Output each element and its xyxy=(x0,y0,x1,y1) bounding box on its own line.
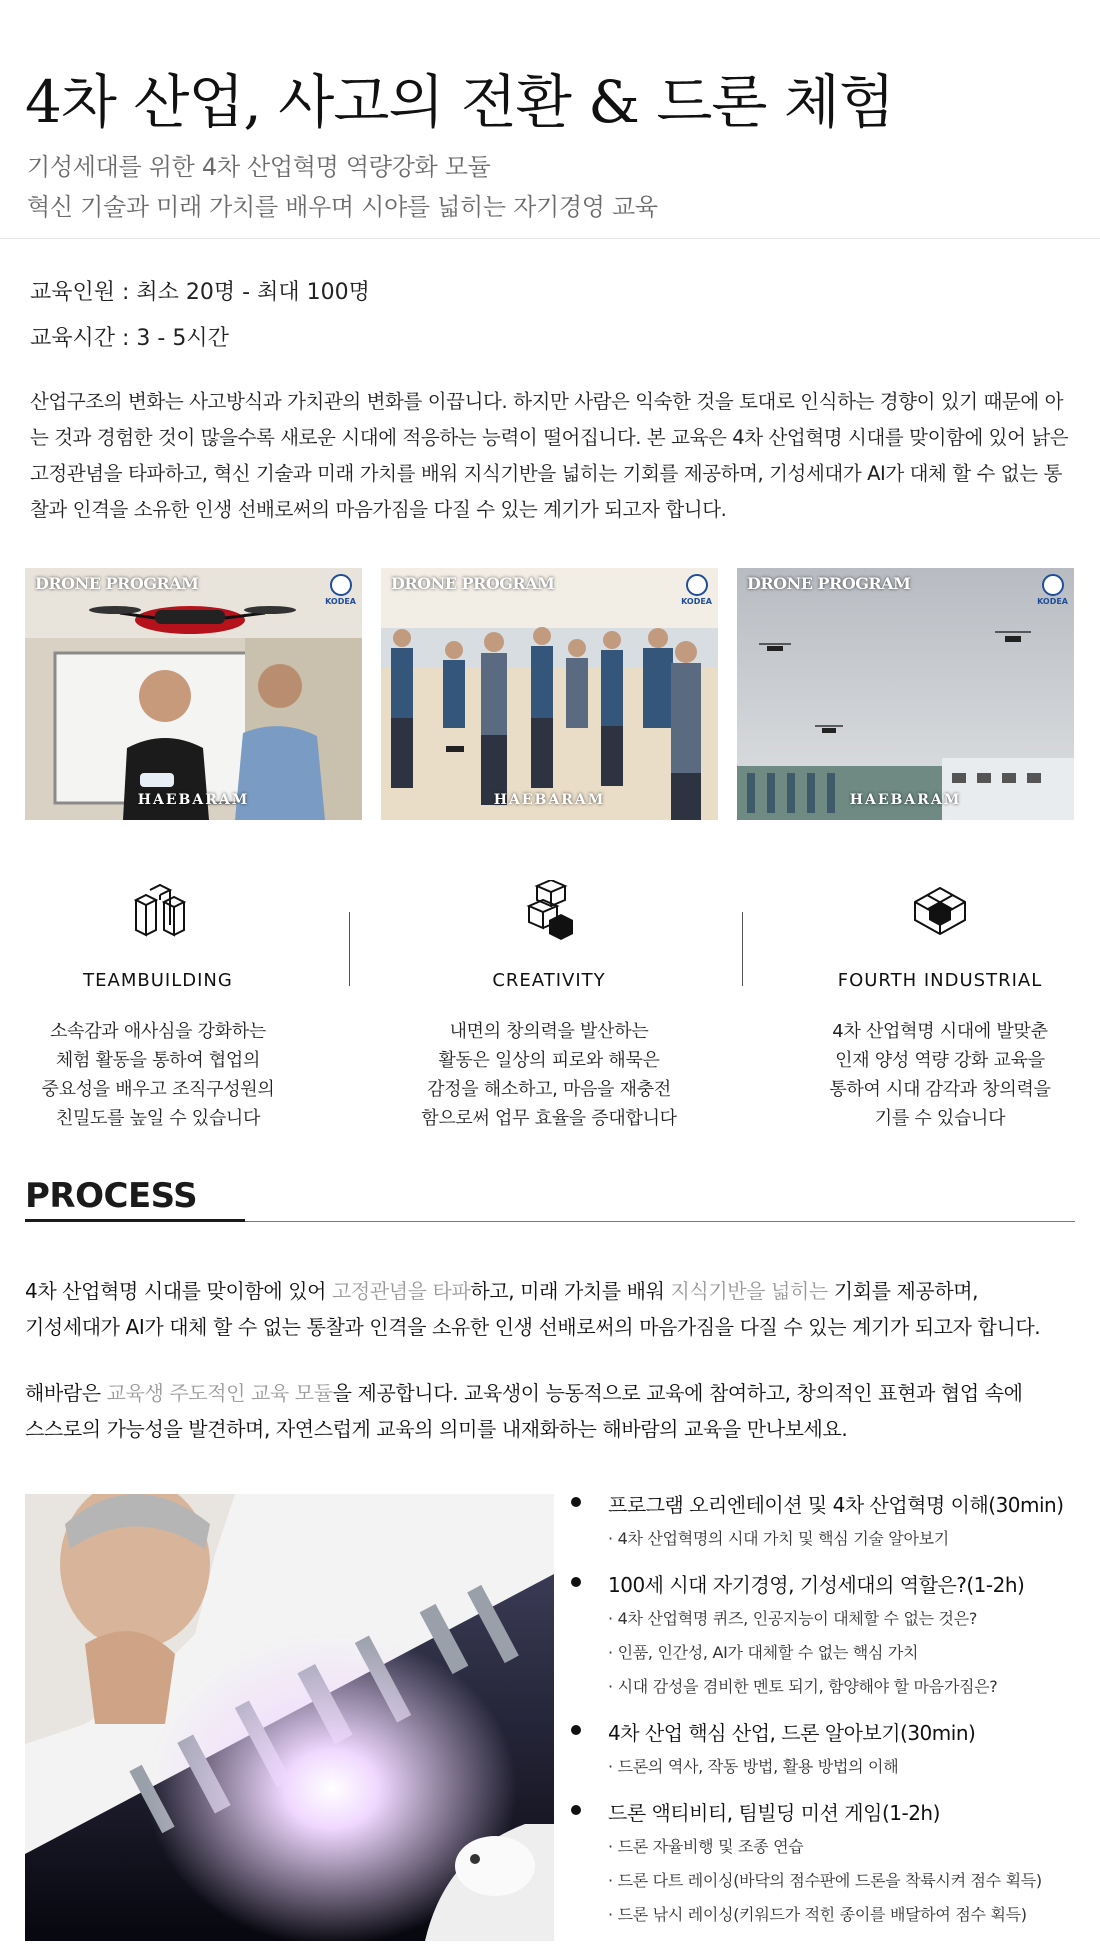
text-span: 해바람은 xyxy=(25,1381,107,1405)
photo-3-illustration xyxy=(737,568,1074,820)
photo-caption-top: DRONE PROGRAM xyxy=(35,574,199,593)
text-span: 하고, 미래 가치를 배워 xyxy=(470,1279,671,1303)
process-schedule xyxy=(568,1488,1100,1932)
paragraph-line: 기성세대가 AI가 대체 할 수 없는 통찰과 인격을 소유한 인생 선배로써의 마음가짐을 다질 수 있는 계기가 되고자 합니다. xyxy=(25,1315,1041,1339)
feature-line: 체험 활동을 통하여 협업의 xyxy=(55,1050,261,1071)
highlight-text: 지식기반을 넓히는 xyxy=(670,1279,828,1303)
bullet-icon xyxy=(571,1577,581,1587)
feature-teambuilding xyxy=(8,880,308,1133)
process-paragraph-1 xyxy=(25,1273,1085,1345)
feature-description xyxy=(8,1017,308,1133)
schedule-item-title: 4차 산업 핵심 산업, 드론 알아보기(30min) xyxy=(608,1721,976,1745)
photo-caption-bottom: HAEBARAM xyxy=(137,792,250,808)
bullet-icon xyxy=(571,1725,581,1735)
photo-drone-indoor-demo xyxy=(25,568,362,820)
feature-divider xyxy=(349,912,350,986)
feature-title: CREATIVITY xyxy=(492,970,606,991)
cubes-icon xyxy=(519,880,579,940)
photo-drones-in-sky xyxy=(737,568,1074,820)
future-city-illustration xyxy=(25,1494,554,1941)
schedule-item-title: 드론 액티비티, 팀빌딩 미션 게임(1-2h) xyxy=(608,1801,940,1825)
schedule-item-title: 프로그램 오리엔테이션 및 4차 산업혁명 이해(30min) xyxy=(608,1493,1064,1517)
kodea-logo-icon xyxy=(330,574,352,596)
schedule-subitem: · 드론 낚시 레이싱(키워드가 적힌 종이를 배달하여 점수 획득) xyxy=(608,1905,1027,1924)
bullet-icon xyxy=(571,1497,581,1507)
feature-line: 4차 산업혁명 시대에 발맞춘 xyxy=(832,1021,1048,1042)
paragraph-line xyxy=(25,1375,1085,1411)
photo-caption-bottom: HAEBARAM xyxy=(493,792,606,808)
thinking-man-and-robot-image xyxy=(25,1494,554,1941)
badge-label: KODEA xyxy=(681,597,712,606)
feature-line: 소속감과 애사심을 강화하는 xyxy=(50,1021,266,1042)
highlight-text: 교육생 주도적인 교육 모듈 xyxy=(106,1381,333,1405)
photo-caption-top: DRONE PROGRAM xyxy=(391,574,555,593)
feature-description xyxy=(399,1017,699,1133)
feature-line: 기를 수 있습니다 xyxy=(874,1108,1006,1129)
schedule-subitem: · 인품, 인간성, AI가 대체할 수 없는 핵심 가치 xyxy=(608,1643,919,1662)
paragraph-line: 스스로의 가능성을 발견하며, 자연스럽게 교육의 의미를 내재화하는 해바람의 교육을 만나보세요. xyxy=(25,1417,848,1441)
buildings-icon xyxy=(128,880,188,940)
photo-caption-bottom: HAEBARAM xyxy=(849,792,962,808)
schedule-subitem: · 4차 산업혁명의 시대 가치 및 핵심 기술 알아보기 xyxy=(608,1529,949,1548)
process-underline xyxy=(245,1221,1075,1222)
headcount-info: 교육인원 : 최소 20명 - 최대 100명 xyxy=(30,280,370,305)
photo-drone-group-practice xyxy=(381,568,718,820)
feature-divider xyxy=(742,912,743,986)
schedule-item xyxy=(568,1488,1100,1522)
feature-line: 친밀도를 높일 수 있습니다 xyxy=(55,1108,261,1129)
subtitle-line-2: 혁신 기술과 미래 가치를 배우며 시야를 넓히는 자기경영 교육 xyxy=(27,193,658,221)
page-title: 4차 산업, 사고의 전환 & 드론 체험 xyxy=(25,68,894,136)
text-span: 기회를 제공하며, xyxy=(827,1279,979,1303)
text-span: 4차 산업혁명 시대를 맞이함에 있어 xyxy=(25,1279,332,1303)
process-paragraph-2 xyxy=(25,1375,1085,1447)
process-heading: PROCESS xyxy=(25,1176,198,1216)
photo-2-illustration xyxy=(381,568,718,820)
schedule-item xyxy=(568,1796,1100,1830)
feature-line: 내면의 창의력을 발산하는 xyxy=(449,1021,649,1042)
subtitle-line-1: 기성세대를 위한 4차 산업혁명 역량강화 모듈 xyxy=(27,153,491,181)
process-underline-accent xyxy=(25,1219,245,1222)
kodea-logo-icon xyxy=(686,574,708,596)
schedule-item-title: 100세 시대 자기경영, 기성세대의 역할은?(1-2h) xyxy=(608,1573,1025,1597)
badge-label: KODEA xyxy=(325,597,356,606)
feature-line: 중요성을 배우고 조직구성원의 xyxy=(41,1079,275,1100)
feature-line: 인재 양성 역량 강화 교육을 xyxy=(835,1050,1045,1071)
header-divider xyxy=(0,238,1100,239)
schedule-subitem: · 드론의 역사, 작동 방법, 활용 방법의 이해 xyxy=(608,1757,899,1776)
paragraph-line xyxy=(25,1273,1085,1309)
schedule-item xyxy=(568,1716,1100,1750)
feature-line: 통하여 시대 감각과 창의력을 xyxy=(829,1079,1051,1100)
feature-title: TEAMBUILDING xyxy=(83,970,233,991)
feature-line: 감정을 해소하고, 마음을 재충전 xyxy=(427,1079,671,1100)
schedule-subitem: · 4차 산업혁명 퀴즈, 인공지능이 대체할 수 없는 것은? xyxy=(608,1609,978,1628)
schedule-subitem: · 드론 자율비행 및 조종 연습 xyxy=(608,1837,804,1856)
highlight-text: 고정관념을 타파 xyxy=(332,1279,471,1303)
feature-line: 함으로써 업무 효율을 증대합니다 xyxy=(421,1108,677,1129)
intro-paragraph: 산업구조의 변화는 사고방식과 가치관의 변화를 이끕니다. 하지만 사람은 익숙한 것을 토대로 인식하는 경향이 있기 때문에 아는 것과 경험한 것이 많을수록 새로운 시대에 적응하는 능력이 떨어집니다. 본 교육은 4차 산업혁명 시대를 맞이함에 있어 낡은 고정관념을 타파하고, 혁신 기술과 미래 가치를 배워 지식기반을 넓히는 기회를 제공하며, 기성세대가 AI가 대체 할 수 없는 통찰과 인격을 소유한 인생 선배로써의 마음가짐을 다질 수 있는 계기가 되고자 합니다. xyxy=(30,390,1069,521)
feature-creativity xyxy=(399,880,699,1133)
feature-description xyxy=(790,1017,1090,1133)
bullet-icon xyxy=(571,1805,581,1815)
feature-title: FOURTH INDUSTRIAL xyxy=(837,970,1043,991)
badge-label: KODEA xyxy=(1037,597,1068,606)
duration-info: 교육시간 : 3 - 5시간 xyxy=(30,326,229,351)
text-span: 을 제공합니다. 교육생이 능동적으로 교육에 참여하고, 창의적인 표현과 협업 속에 xyxy=(332,1381,1023,1405)
photo-1-illustration xyxy=(25,568,362,820)
schedule-subitem: · 드론 다트 레이싱(바닥의 점수판에 드론을 착륙시켜 점수 획득) xyxy=(608,1871,1042,1890)
feature-line: 활동은 일상의 피로와 해묵은 xyxy=(438,1050,660,1071)
photo-caption-top: DRONE PROGRAM xyxy=(747,574,911,593)
hexagon-cube-icon xyxy=(907,880,973,940)
kodea-logo-icon xyxy=(1042,574,1064,596)
schedule-item xyxy=(568,1568,1100,1602)
schedule-subitem: · 시대 감성을 겸비한 멘토 되기, 함양해야 할 마음가짐은? xyxy=(608,1677,998,1696)
feature-fourth-industrial xyxy=(790,880,1090,1133)
